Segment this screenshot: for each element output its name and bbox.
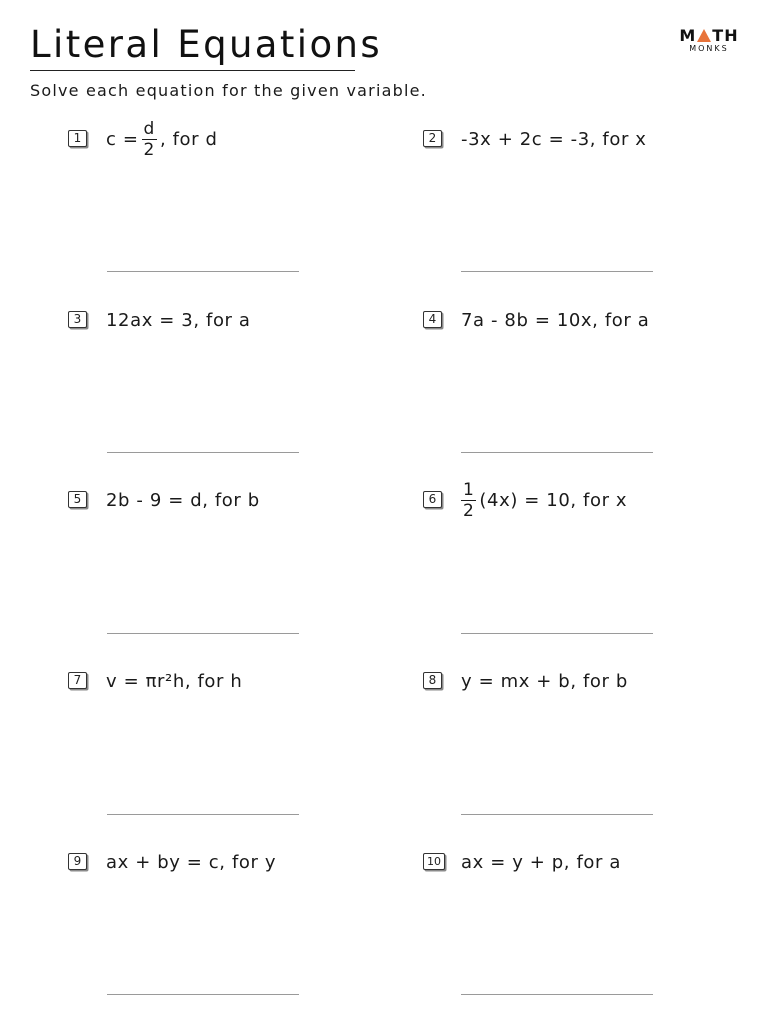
answer-line-3[interactable] (107, 452, 299, 453)
problem-number-badge: 6 (423, 491, 442, 508)
fraction (461, 480, 476, 521)
answer-line-7[interactable] (107, 814, 299, 815)
answer-line-9[interactable] (107, 994, 299, 995)
problem-8 (423, 661, 743, 701)
problem-equation: ax = y + p, for a (461, 851, 621, 873)
answer-line-10[interactable] (461, 994, 653, 995)
fraction-numerator: d (143, 118, 155, 139)
answer-line-8[interactable] (461, 814, 653, 815)
answer-line-5[interactable] (107, 633, 299, 634)
triangle-icon (697, 29, 711, 42)
problem-equation: 12ax = 3, for a (106, 309, 251, 331)
problem-equation: 2b - 9 = d, for b (106, 489, 260, 511)
logo-letter-m: M (679, 26, 697, 45)
problem-equation: y = mx + b, for b (461, 670, 628, 692)
problem-1 (68, 119, 388, 159)
instructions: Solve each equation for the given variable. (30, 81, 427, 100)
problem-number-badge: 8 (423, 672, 442, 689)
math-monks-logo (676, 26, 742, 56)
logo-wordmark (676, 26, 742, 44)
problem-9 (68, 842, 388, 882)
problem-7 (68, 661, 388, 701)
title-underline (30, 70, 355, 71)
problem-equation: v = πr²h, for h (106, 670, 243, 692)
problem-number-badge: 1 (68, 130, 87, 147)
problem-2 (423, 119, 743, 159)
logo-letters-th: TH (712, 26, 739, 45)
problem-equation: 7a - 8b = 10x, for a (461, 309, 650, 331)
problem-number-badge: 4 (423, 311, 442, 328)
fraction-denominator: 2 (143, 139, 155, 160)
problem-equation: ax + by = c, for y (106, 851, 277, 873)
answer-line-6[interactable] (461, 633, 653, 634)
worksheet-title: Literal Equations (30, 23, 383, 66)
problem-3 (68, 300, 388, 340)
logo-subtitle: MONKS (689, 44, 729, 53)
equation-suffix: , for d (159, 128, 218, 150)
problem-5 (68, 480, 388, 520)
answer-line-4[interactable] (461, 452, 653, 453)
fraction-numerator: 1 (463, 479, 475, 500)
problem-number-badge: 10 (423, 853, 445, 870)
problem-number-badge: 7 (68, 672, 87, 689)
problem-number-badge: 2 (423, 130, 442, 147)
problem-number-badge: 3 (68, 311, 87, 328)
problem-number-badge: 9 (68, 853, 87, 870)
problem-equation: -3x + 2c = -3, for x (461, 128, 647, 150)
problem-4 (423, 300, 743, 340)
problem-6 (423, 480, 743, 520)
problem-equation (461, 480, 627, 520)
equation-prefix: c = (106, 128, 139, 150)
answer-line-2[interactable] (461, 271, 653, 272)
problem-10 (423, 842, 743, 882)
answer-line-1[interactable] (107, 271, 299, 272)
equation-suffix: (4x) = 10, for x (479, 489, 628, 511)
fraction (142, 119, 157, 160)
fraction-denominator: 2 (463, 500, 475, 521)
problem-equation (106, 119, 217, 159)
problem-number-badge: 5 (68, 491, 87, 508)
